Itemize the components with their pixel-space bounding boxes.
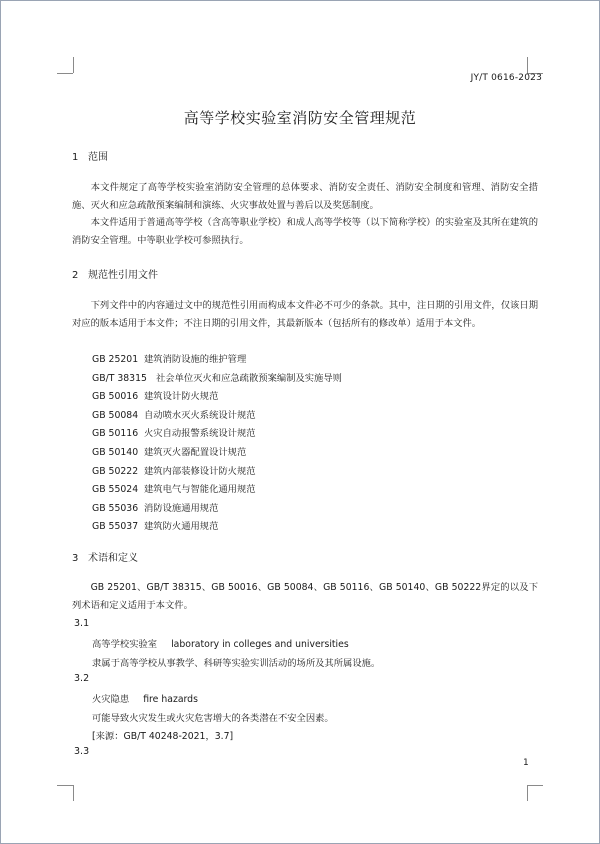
- term-definition: 隶属于高等学校从事教学、科研等实验实训活动的场所及其所属设施。: [92, 658, 381, 669]
- list-item: [92, 370, 342, 389]
- scope-paragraph-1: 本文件规定了高等学校实验室消防安全管理的总体要求、消防安全责任、消防安全制度和管理、消防安全措施、灭火和应急疏散预案编制和演练、火灾事故处置与善后以及奖惩制度。: [72, 182, 538, 211]
- reference-title: 建筑消防设施的维护管理: [144, 354, 247, 365]
- reference-title: 火灾自动报警系统设计规范: [144, 428, 256, 440]
- section-number: 2: [72, 270, 79, 281]
- reference-title: 社会单位灭火和应急疏散预案编制及实施导则: [156, 372, 342, 384]
- list-item: [92, 481, 342, 500]
- reference-title: 建筑防火通用规范: [144, 521, 219, 533]
- scope-paragraph-2: 本文件适用于普通高等学校（含高等职业学校）和成人高等学校等（以下简称学校）的实验室及其所在建筑的消防安全管理。中等职业学校可参照执行。: [72, 217, 538, 246]
- reference-code: GB 55024: [92, 484, 139, 496]
- section-heading-normative-references: [72, 266, 158, 281]
- list-item: [92, 444, 342, 463]
- reference-code: GB 50222: [92, 465, 139, 477]
- crop-mark-bottom-right-v: [527, 785, 528, 801]
- list-item: [92, 388, 342, 407]
- crop-mark-top-left-h: [57, 73, 73, 74]
- section-number: 1: [72, 152, 79, 163]
- reference-code: GB 25201: [92, 354, 139, 365]
- reference-code: GB 50016: [92, 391, 139, 403]
- section-number: 3: [72, 553, 79, 564]
- section-title: 术语和定义: [88, 553, 138, 564]
- crop-mark-bottom-left-h: [57, 785, 73, 786]
- crop-mark-bottom-left-v: [73, 785, 74, 801]
- section-heading-terms-and-definitions: [72, 549, 138, 564]
- term-chinese: 高等学校实验室: [92, 639, 158, 650]
- term-definition: 可能导致火灾发生或火灾危害增大的各类潜在不安全因素。: [92, 713, 334, 724]
- reference-title: 消防设施通用规范: [144, 502, 219, 514]
- crop-mark-top-right-v: [527, 57, 528, 73]
- list-item: [92, 425, 342, 444]
- reference-title: 建筑内部装修设计防火规范: [144, 465, 256, 477]
- reference-code: GB 50116: [92, 428, 139, 440]
- section-heading-scope: [72, 148, 108, 163]
- document-title: 高等学校实验室消防安全管理规范: [183, 109, 417, 127]
- list-item: [92, 500, 342, 519]
- term-entry: [92, 636, 349, 650]
- list-item: [92, 518, 342, 537]
- section-title: 范围: [88, 152, 108, 163]
- references-intro: 下列文件中的内容通过文中的规范性引用而构成本文件必不可少的条款。其中，注日期的引用文件，仅该日期对应的版本适用于本文件；不注日期的引用文件，其最新版本（包括所有的修改单）适用于本文件。: [72, 300, 538, 329]
- reference-list: [92, 351, 342, 537]
- term-english: laboratory in colleges and universities: [171, 639, 349, 650]
- reference-title: 建筑灭火器配置设计规范: [144, 446, 247, 458]
- reference-code: GB 55037: [92, 521, 139, 533]
- term-source: [来源：GB/T 40248-2021，3.7]: [92, 731, 234, 742]
- reference-title: 自动喷水灭火系统设计规范: [144, 409, 256, 421]
- list-item: [92, 407, 342, 426]
- reference-title: 建筑设计防火规范: [144, 391, 219, 403]
- term-english: fire hazards: [143, 694, 198, 705]
- reference-code: GB 50084: [92, 409, 139, 421]
- term-number: 3.2: [74, 673, 90, 684]
- term-entry: [92, 691, 198, 705]
- crop-mark-bottom-right-h: [527, 785, 543, 786]
- standard-code: JY/T 0616-2023: [470, 73, 542, 83]
- reference-code: GB/T 38315: [92, 372, 147, 384]
- terms-intro: GB 25201、GB/T 38315、GB 50016、GB 50084、GB 50116、GB 50140、GB 50222界定的以及下列术语和定义适用于本文件。: [72, 582, 538, 611]
- term-number: 3.3: [74, 746, 90, 757]
- reference-title: 建筑电气与智能化通用规范: [144, 484, 256, 496]
- term-chinese: 火灾隐患: [92, 694, 130, 705]
- list-item: [92, 463, 342, 482]
- list-item: [92, 351, 342, 370]
- term-number: 3.1: [74, 618, 90, 629]
- page-number: 1: [523, 758, 529, 768]
- crop-mark-top-left-v: [73, 57, 74, 73]
- reference-code: GB 50140: [92, 446, 139, 458]
- reference-code: GB 55036: [92, 502, 139, 514]
- section-title: 规范性引用文件: [88, 270, 158, 281]
